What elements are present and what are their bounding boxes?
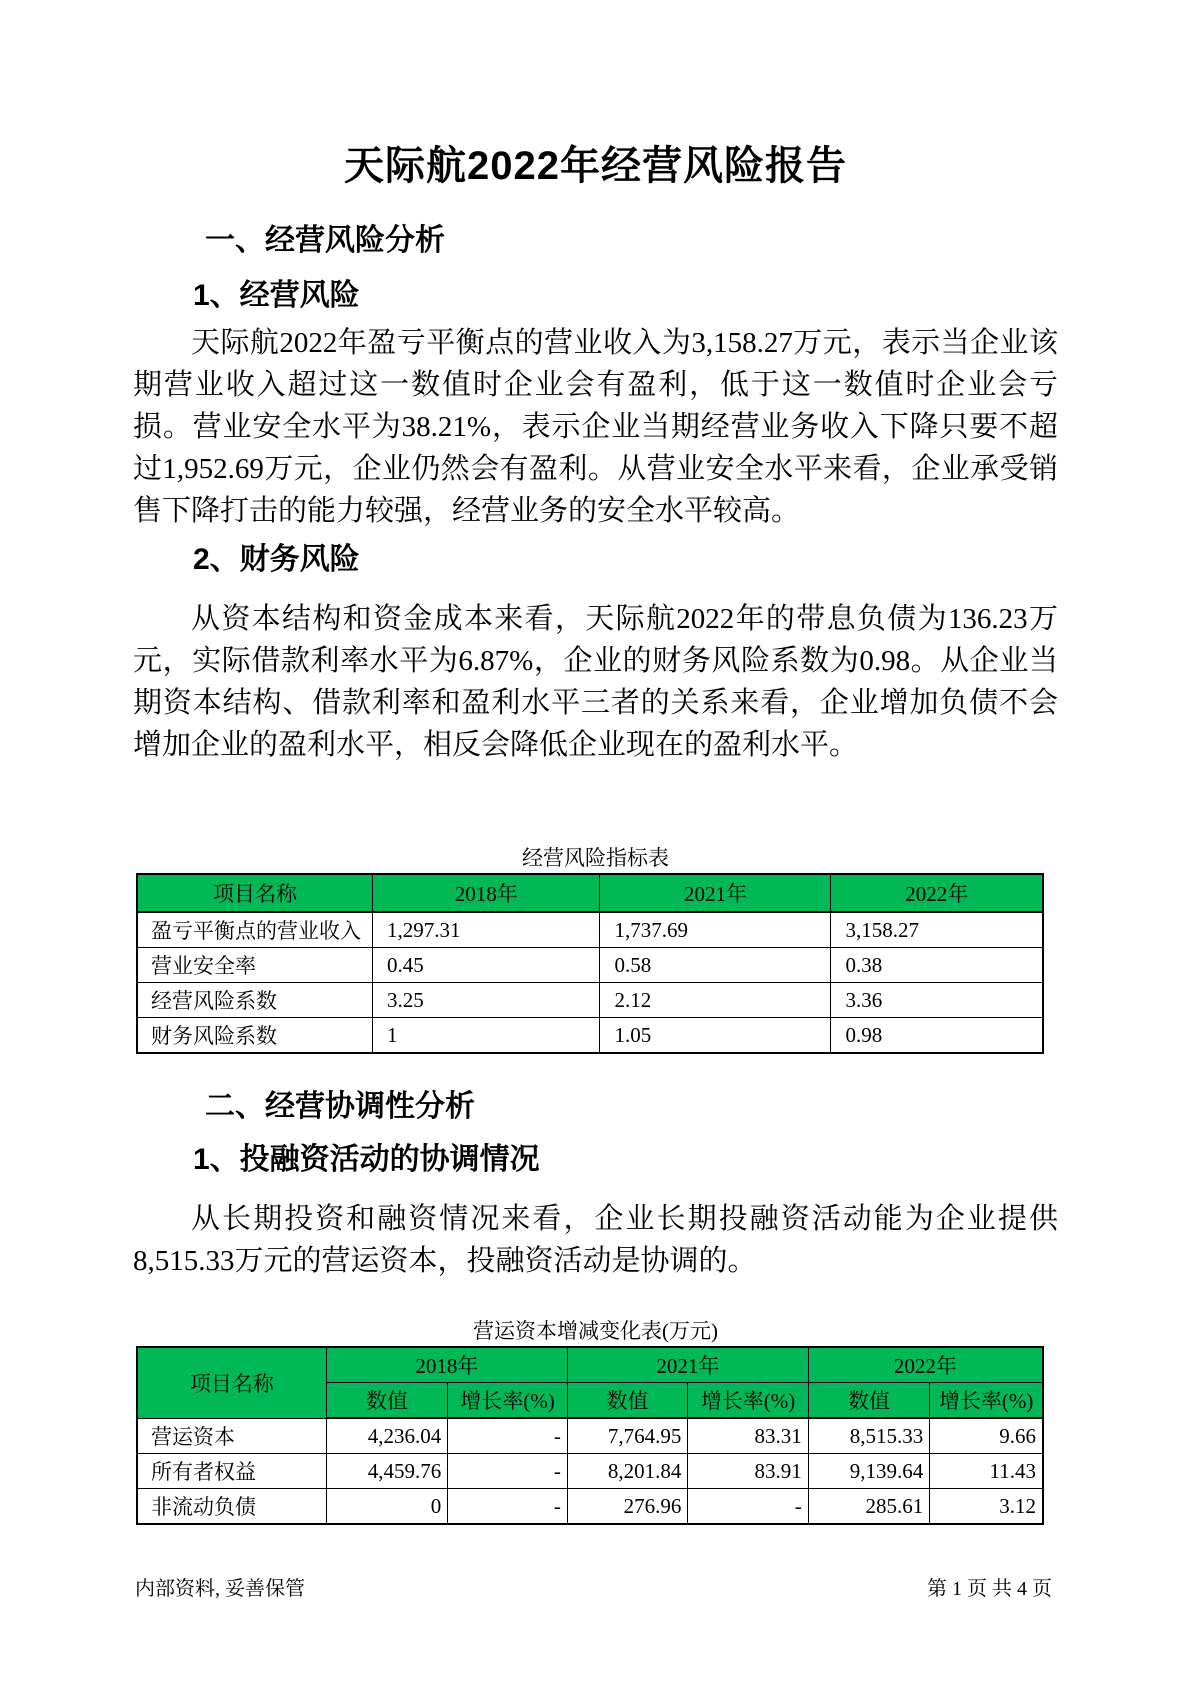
table-row <box>137 1454 1043 1489</box>
table-row <box>137 912 1043 948</box>
table2-value: - <box>448 1454 568 1489</box>
table1-item-name: 财务风险系数 <box>137 1018 373 1054</box>
table-row <box>137 1418 1043 1454</box>
table1-value: 1.05 <box>600 1018 831 1054</box>
table2-value: 4,459.76 <box>326 1454 447 1489</box>
table2-value: 83.31 <box>688 1418 808 1454</box>
section-1-heading: 一、经营风险分析 <box>205 224 445 257</box>
table1-value: 3,158.27 <box>831 912 1043 948</box>
table1-header-cell: 2021年 <box>600 874 831 912</box>
paragraph-investment-financing: 从长期投资和融资情况来看，企业长期投融资活动能为企业提供8,515.33万元的营运资本，投融资活动是协调的。 <box>133 1203 1058 1277</box>
table1-item-name: 盈亏平衡点的营业收入 <box>137 912 373 948</box>
table2-sub-header-cell: 数值 <box>567 1383 687 1419</box>
table2-sub-header-cell: 增长率(%) <box>930 1383 1043 1419</box>
table2-caption: 营运资本增减变化表(万元) <box>473 1319 718 1343</box>
table2-value: 7,764.95 <box>567 1418 687 1454</box>
table2-value: 0 <box>326 1489 447 1525</box>
table2-value: 285.61 <box>808 1489 929 1525</box>
section-2-heading: 二、经营协调性分析 <box>205 1090 475 1123</box>
footer-page-number: 第 1 页 共 4 页 <box>927 1578 1052 1600</box>
table1-item-name: 经营风险系数 <box>137 983 373 1018</box>
table2-item-name: 营运资本 <box>137 1418 326 1454</box>
table2-value: - <box>448 1418 568 1454</box>
table2-year-header-cell: 2021年 <box>567 1347 808 1383</box>
paragraph-financial-risk: 从资本结构和资金成本来看，天际航2022年的带息负债为136.23万元，实际借款利率水平为6.87%，企业的财务风险系数为0.98。从企业当期资本结构、借款利率和盈利水平三者的关系来看，企业增加负债不会增加企业的盈利水平，相反会降低企业现在的盈利水平。 <box>133 603 1058 761</box>
table2-value: - <box>448 1489 568 1525</box>
subsection-1-2-heading: 2、财务风险 <box>193 543 360 576</box>
table2-value: 9.66 <box>930 1418 1043 1454</box>
table1-value: 0.45 <box>373 948 600 983</box>
table1-item-name: 营业安全率 <box>137 948 373 983</box>
table2-value: - <box>688 1489 808 1525</box>
table2-sub-header-cell: 增长率(%) <box>448 1383 568 1419</box>
table2-sub-header-cell: 数值 <box>808 1383 929 1419</box>
page-title: 天际航2022年经营风险报告 <box>344 144 847 188</box>
table2-value: 9,139.64 <box>808 1454 929 1489</box>
table1-value: 1,737.69 <box>600 912 831 948</box>
table1-caption: 经营风险指标表 <box>522 846 669 870</box>
table1-header-row <box>137 874 1043 912</box>
table1-value: 1,297.31 <box>373 912 600 948</box>
page-footer <box>135 1576 1052 1602</box>
table1-value: 1 <box>373 1018 600 1054</box>
operating-risk-indicator-table <box>136 873 1044 1054</box>
table2-sub-header-cell: 数值 <box>326 1383 447 1419</box>
table1-value: 3.25 <box>373 983 600 1018</box>
table2-value: 11.43 <box>930 1454 1043 1489</box>
table2-item-name: 非流动负债 <box>137 1489 326 1525</box>
table2-value: 83.91 <box>688 1454 808 1489</box>
table-row <box>137 1018 1043 1054</box>
subsection-1-1-heading: 1、经营风险 <box>193 279 360 312</box>
table2-year-header-cell: 2018年 <box>326 1347 567 1383</box>
table1-header-cell: 2022年 <box>831 874 1043 912</box>
table-row <box>137 983 1043 1018</box>
table1-value: 2.12 <box>600 983 831 1018</box>
table1-value: 0.98 <box>831 1018 1043 1054</box>
table2-item-name: 所有者权益 <box>137 1454 326 1489</box>
table2-value: 8,201.84 <box>567 1454 687 1489</box>
footer-confidentiality-note: 内部资料, 妥善保管 <box>135 1578 305 1600</box>
table1-value: 0.38 <box>831 948 1043 983</box>
table2-name-header-cell: 项目名称 <box>137 1347 326 1418</box>
table1-value: 3.36 <box>831 983 1043 1018</box>
working-capital-change-table <box>136 1346 1044 1525</box>
table2-value: 276.96 <box>567 1489 687 1525</box>
table-row <box>137 1489 1043 1525</box>
paragraph-operating-risk: 天际航2022年盈亏平衡点的营业收入为3,158.27万元，表示当企业该期营业收入超过这一数值时企业会有盈利，低于这一数值时企业会亏损。营业安全水平为38.21%，表示企业当期经营业务收入下降只要不超过1,952.69万元，企业仍然会有盈利。从营业安全水平来看，企业承受销售下降打击的能力较强，经营业务的安全水平较高。 <box>133 327 1058 527</box>
table2-value: 4,236.04 <box>326 1418 447 1454</box>
table2-year-header-row <box>137 1347 1043 1383</box>
table2-value: 8,515.33 <box>808 1418 929 1454</box>
table-row <box>137 948 1043 983</box>
subsection-2-1-heading: 1、投融资活动的协调情况 <box>193 1143 540 1176</box>
table2-sub-header-cell: 增长率(%) <box>688 1383 808 1419</box>
table1-value: 0.58 <box>600 948 831 983</box>
table2-value: 3.12 <box>930 1489 1043 1525</box>
table2-year-header-cell: 2022年 <box>808 1347 1043 1383</box>
table1-header-cell: 2018年 <box>373 874 600 912</box>
table1-header-cell: 项目名称 <box>137 874 373 912</box>
